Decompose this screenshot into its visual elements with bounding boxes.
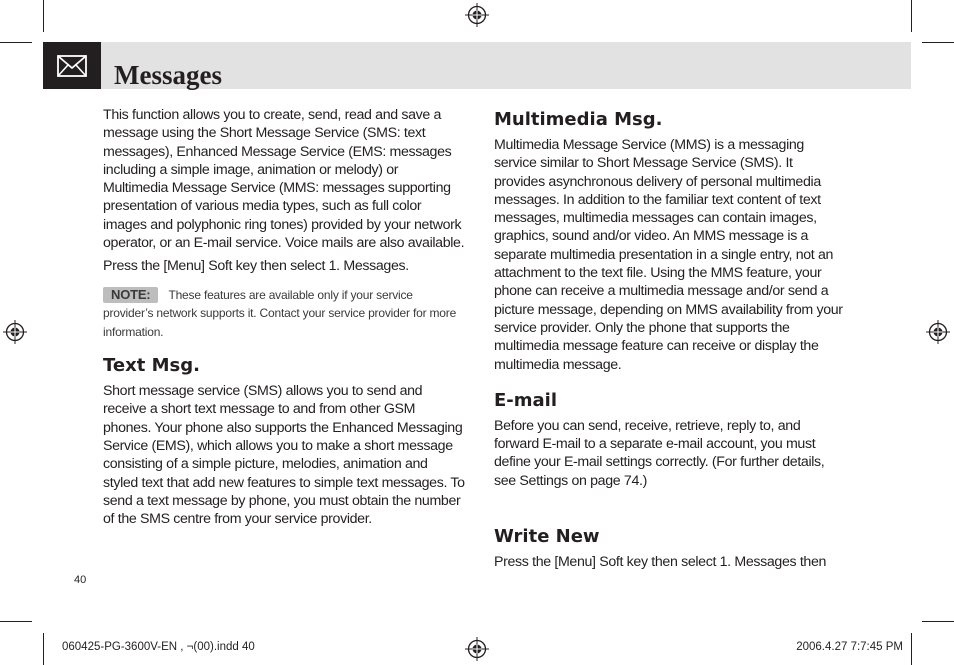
crop-mark	[43, 0, 44, 32]
envelope-icon	[57, 55, 87, 77]
text-msg-body: Short message service (SMS) allows you to send and receive a short text message to and from other GSM phones. Your phone also supports the Enhanced Messaging Service (EMS), which allows you to make a short message consisting of a simple picture, melodies, animation and styled text that add new features to simple text messages. To send a text message by phone, you must obtain the number of the SMS centre from your service provider.	[103, 383, 465, 528]
crop-mark	[922, 621, 954, 622]
press-menu-instruction: Press the [Menu] Soft key then select 1. Messages.	[103, 258, 409, 275]
footer-file-info: 060425-PG-3600V-EN , ¬(00).indd 40	[62, 641, 255, 653]
registration-mark-icon	[465, 3, 489, 27]
registration-mark-icon	[465, 637, 489, 661]
email-heading: E-mail	[494, 389, 558, 411]
email-body: Before you can send, receive, retrieve, reply to, and forward E-mail to a separate e-mail account, you must define your E-mail settings correctly. (For further details, see Settings on page 74.)	[494, 417, 825, 489]
header-icon-box	[43, 42, 101, 89]
page-number: 40	[74, 574, 87, 586]
mms-body: Multimedia Message Service (MMS) is a messaging service similar to Short Message Service (SMS). It provides asynchronous delivery of personal multimedia messages. In addition to the familiar text content of text messages, multimedia messages can contain images, graphics, sound and/or video. An MMS message is a separate multimedia presentation in a single entry, not an attachment to the text file. Using the MMS feature, your phone can receive a multimedia message and/or send a picture message, depending on MMS availability from your service provider. Only the phone that supports the multimedia message feature can receive or display the multimedia message.	[494, 137, 843, 373]
footer-timestamp: 2006.4.27 7:7:45 PM	[796, 641, 903, 653]
crop-mark	[43, 633, 44, 665]
text-msg-heading: Text Msg.	[103, 355, 200, 377]
registration-mark-icon	[926, 320, 950, 344]
crop-mark	[0, 621, 32, 622]
registration-mark-icon	[3, 320, 27, 344]
page-title: Messages	[114, 60, 222, 90]
crop-mark	[911, 0, 912, 32]
crop-mark	[911, 633, 912, 665]
note-label: NOTE:	[103, 287, 158, 303]
write-new-body: Press the [Menu] Soft key then select 1. Messages then	[494, 554, 827, 571]
mms-heading: Multimedia Msg.	[494, 109, 663, 130]
left-column	[103, 106, 465, 529]
right-column	[494, 106, 846, 571]
crop-mark	[922, 42, 954, 43]
note-block	[103, 286, 465, 342]
intro-paragraph: This function allows you to create, send, read and save a message using the Short Message Service (SMS: text messages), Enhanced Message Service (EMS: messages including a simple image, animation or melody) or Multimedia Message Service (MMS: messages supporting presentation of various media types, such as full color images and polyphonic ring tones) provided by your network operator, or an E-mail service. Voice mails are also available.	[103, 107, 465, 252]
note-text: These features are available only if your service provider’s network supports it. Contact your service provider for more information.	[103, 287, 457, 339]
write-new-heading: Write New	[494, 526, 600, 548]
crop-mark	[0, 42, 32, 43]
